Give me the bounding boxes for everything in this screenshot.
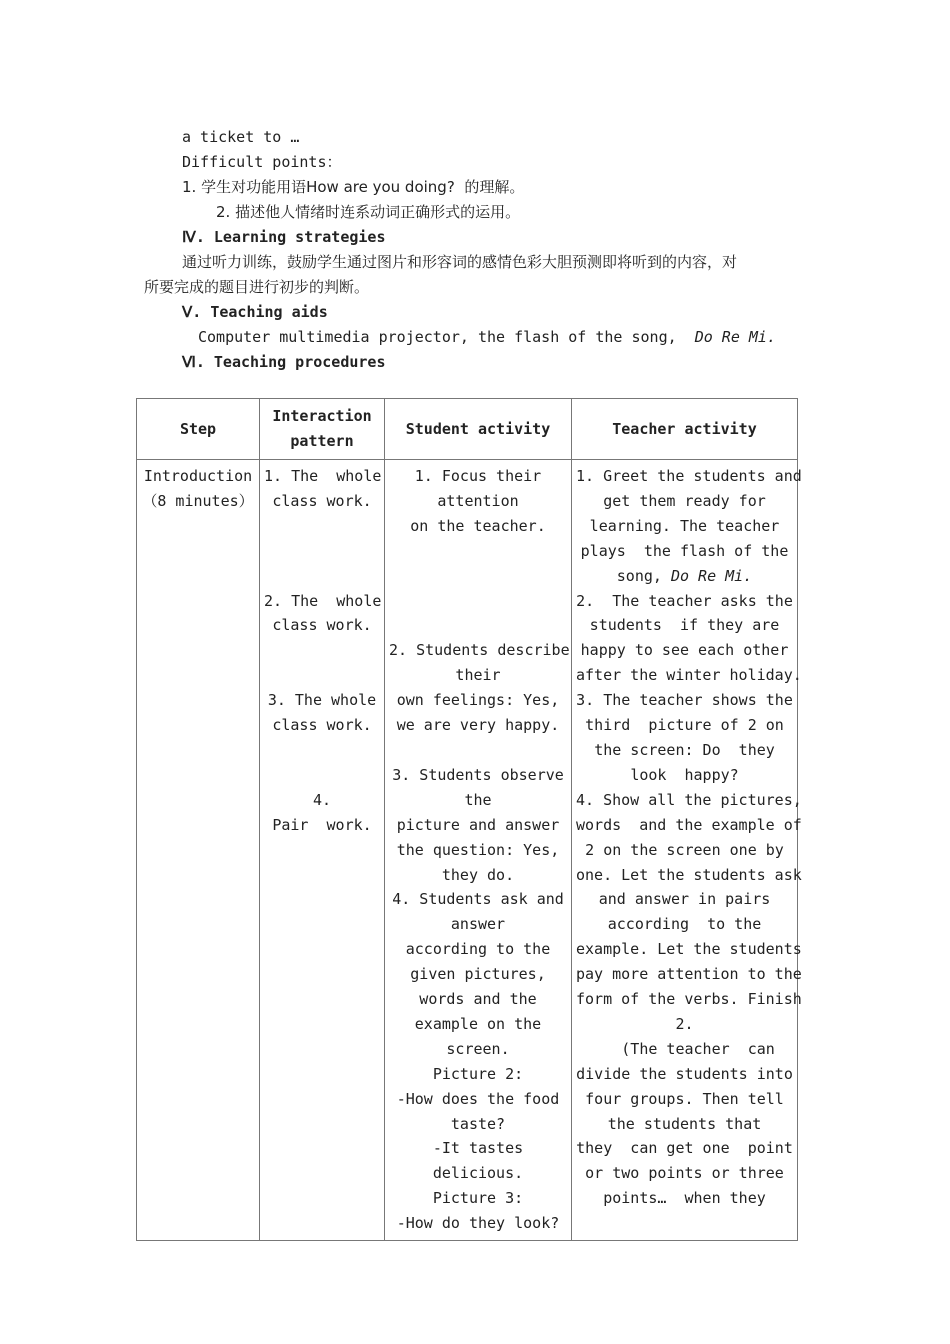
student-line: given pictures, xyxy=(410,965,546,984)
header-step: Step xyxy=(137,399,260,460)
interaction-line: 2. The whole xyxy=(264,591,382,610)
interaction-line: 3. The whole xyxy=(267,691,377,710)
interaction-line: 4. xyxy=(312,790,332,809)
student-line: -How does the food xyxy=(396,1089,560,1108)
step-line: Introduction xyxy=(143,467,253,485)
student-line: 1. Focus their xyxy=(414,467,542,485)
table-row xyxy=(137,460,798,1241)
student-line: delicious. xyxy=(432,1164,524,1183)
step-line: （8 minutes） xyxy=(142,491,254,510)
student-line: picture and answer xyxy=(396,815,560,834)
teacher-line: according to the xyxy=(607,915,762,934)
teacher-line: students if they are xyxy=(589,616,780,635)
student-line: the xyxy=(464,790,492,809)
difficult-point-1: 1. 学生对功能用语How are you doing? 的理解。 xyxy=(182,178,525,196)
difficult-points-label: Difficult points： xyxy=(182,153,342,171)
teacher-line: divide the students into xyxy=(576,1064,793,1083)
header-interaction-line-2: pattern xyxy=(290,432,354,450)
interaction-line xyxy=(264,763,380,788)
teacher-line: 2. The teacher asks the xyxy=(576,591,793,610)
interaction-line xyxy=(264,638,380,663)
teacher-song-title: Do Re Mi. xyxy=(670,566,753,585)
student-line: answer xyxy=(450,915,506,934)
teacher-line: happy to see each other xyxy=(580,641,789,660)
teacher-line: one. Let the students ask xyxy=(576,865,802,884)
teacher-cell xyxy=(572,460,802,1241)
teacher-line: words and the example of xyxy=(576,815,802,834)
teacher-line: the screen: Do they xyxy=(594,740,775,759)
teacher-line: third picture of 2 on xyxy=(585,716,784,735)
student-line: they do. xyxy=(441,865,515,884)
student-line: words and the xyxy=(419,990,537,1009)
teacher-line: they can get one point xyxy=(576,1139,793,1158)
interaction-line xyxy=(264,738,380,763)
student-line: example on the xyxy=(414,1014,542,1033)
teacher-line: points… when they xyxy=(603,1189,766,1208)
teacher-line: pay more attention to the xyxy=(576,965,802,984)
teacher-line: look happy? xyxy=(630,765,739,784)
student-line: -It tastes xyxy=(432,1139,524,1158)
student-line: according to the xyxy=(405,940,551,959)
interaction-line: 1. The whole xyxy=(264,467,382,485)
student-line: attention xyxy=(437,491,519,510)
step-cell xyxy=(137,460,260,1241)
student-line: Picture 2: xyxy=(432,1064,524,1083)
student-line: we are very happy. xyxy=(396,716,560,735)
student-line xyxy=(389,738,567,763)
teacher-line: the students that xyxy=(607,1114,762,1133)
teacher-line: four groups. Then tell xyxy=(585,1089,784,1108)
interaction-line xyxy=(264,539,380,564)
student-line: their xyxy=(455,666,501,685)
teacher-line: plays the flash of the xyxy=(580,541,789,560)
student-line: 3. Students observe xyxy=(392,765,564,784)
student-line: 4. Students ask and xyxy=(392,890,564,909)
student-line xyxy=(389,539,567,564)
student-line: own feelings: Yes, xyxy=(396,691,560,710)
teacher-line: example. Let the students xyxy=(576,940,802,959)
difficult-point-2: 2. 描述他人情绪时连系动词正确形式的运用。 xyxy=(216,203,521,221)
teacher-line: 2. xyxy=(675,1014,694,1033)
table-header-row xyxy=(137,399,798,460)
teacher-line: (The teacher can xyxy=(594,1039,775,1058)
student-line: on the teacher. xyxy=(410,516,546,535)
interaction-line: class work. xyxy=(272,716,372,735)
student-line: taste? xyxy=(450,1114,506,1133)
student-line xyxy=(389,564,567,589)
teaching-aids-song: Do Re Mi. xyxy=(694,328,776,346)
interaction-line xyxy=(264,514,380,539)
learning-strategies-para-1: 通过听力训练，鼓励学生通过图片和形容词的感情色彩大胆预测即将听到的内容，对 xyxy=(182,253,738,271)
teacher-line: 3. The teacher shows the xyxy=(576,691,793,710)
learning-strategies-heading: Ⅳ. Learning strategies xyxy=(182,228,386,246)
teacher-line: song, Do Re Mi. xyxy=(616,566,753,585)
interaction-line xyxy=(264,564,380,589)
teacher-line: after the winter holiday. xyxy=(576,666,802,685)
teaching-aids-heading: Ⅴ. Teaching aids xyxy=(182,303,328,321)
teacher-line: 4. Show all the pictures, xyxy=(576,790,802,809)
teaching-aids-text xyxy=(198,325,776,350)
teacher-line: 2 on the screen one by xyxy=(585,840,784,859)
student-line xyxy=(389,613,567,638)
teacher-line: get them ready for xyxy=(603,491,766,510)
student-line: -How do they look? xyxy=(396,1214,560,1233)
procedures-table xyxy=(136,398,802,1241)
interaction-cell xyxy=(260,460,385,1241)
student-line xyxy=(389,589,567,614)
student-line: 2. Students describe xyxy=(389,641,570,660)
student-line: Picture 3: xyxy=(432,1189,524,1208)
teaching-procedures-heading: Ⅵ. Teaching procedures xyxy=(182,353,386,371)
interaction-line: class work. xyxy=(272,616,372,635)
interaction-line: Pair work. xyxy=(272,815,372,834)
header-interaction xyxy=(260,399,385,460)
intro-line-ticket: a ticket to … xyxy=(182,128,300,146)
teacher-line: learning. The teacher xyxy=(589,516,780,535)
interaction-line: class work. xyxy=(272,491,372,510)
student-line: screen. xyxy=(446,1039,510,1058)
teacher-line: form of the verbs. Finish xyxy=(576,990,802,1009)
header-interaction-line-1: Interaction xyxy=(272,407,372,426)
teacher-line: 1. Greet the students and xyxy=(576,467,802,485)
teacher-line: or two points or three xyxy=(585,1164,784,1183)
student-cell xyxy=(385,460,572,1241)
teacher-line: and answer in pairs xyxy=(598,890,771,909)
header-teacher: Teacher activity xyxy=(572,399,798,460)
interaction-line xyxy=(264,663,380,688)
learning-strategies-para-2: 所要完成的题目进行初步的判断。 xyxy=(144,278,370,296)
header-student: Student activity xyxy=(385,399,572,460)
student-line: the question: Yes, xyxy=(396,840,560,859)
teaching-aids-body: Computer multimedia projector, the flash of the song, xyxy=(198,328,695,346)
